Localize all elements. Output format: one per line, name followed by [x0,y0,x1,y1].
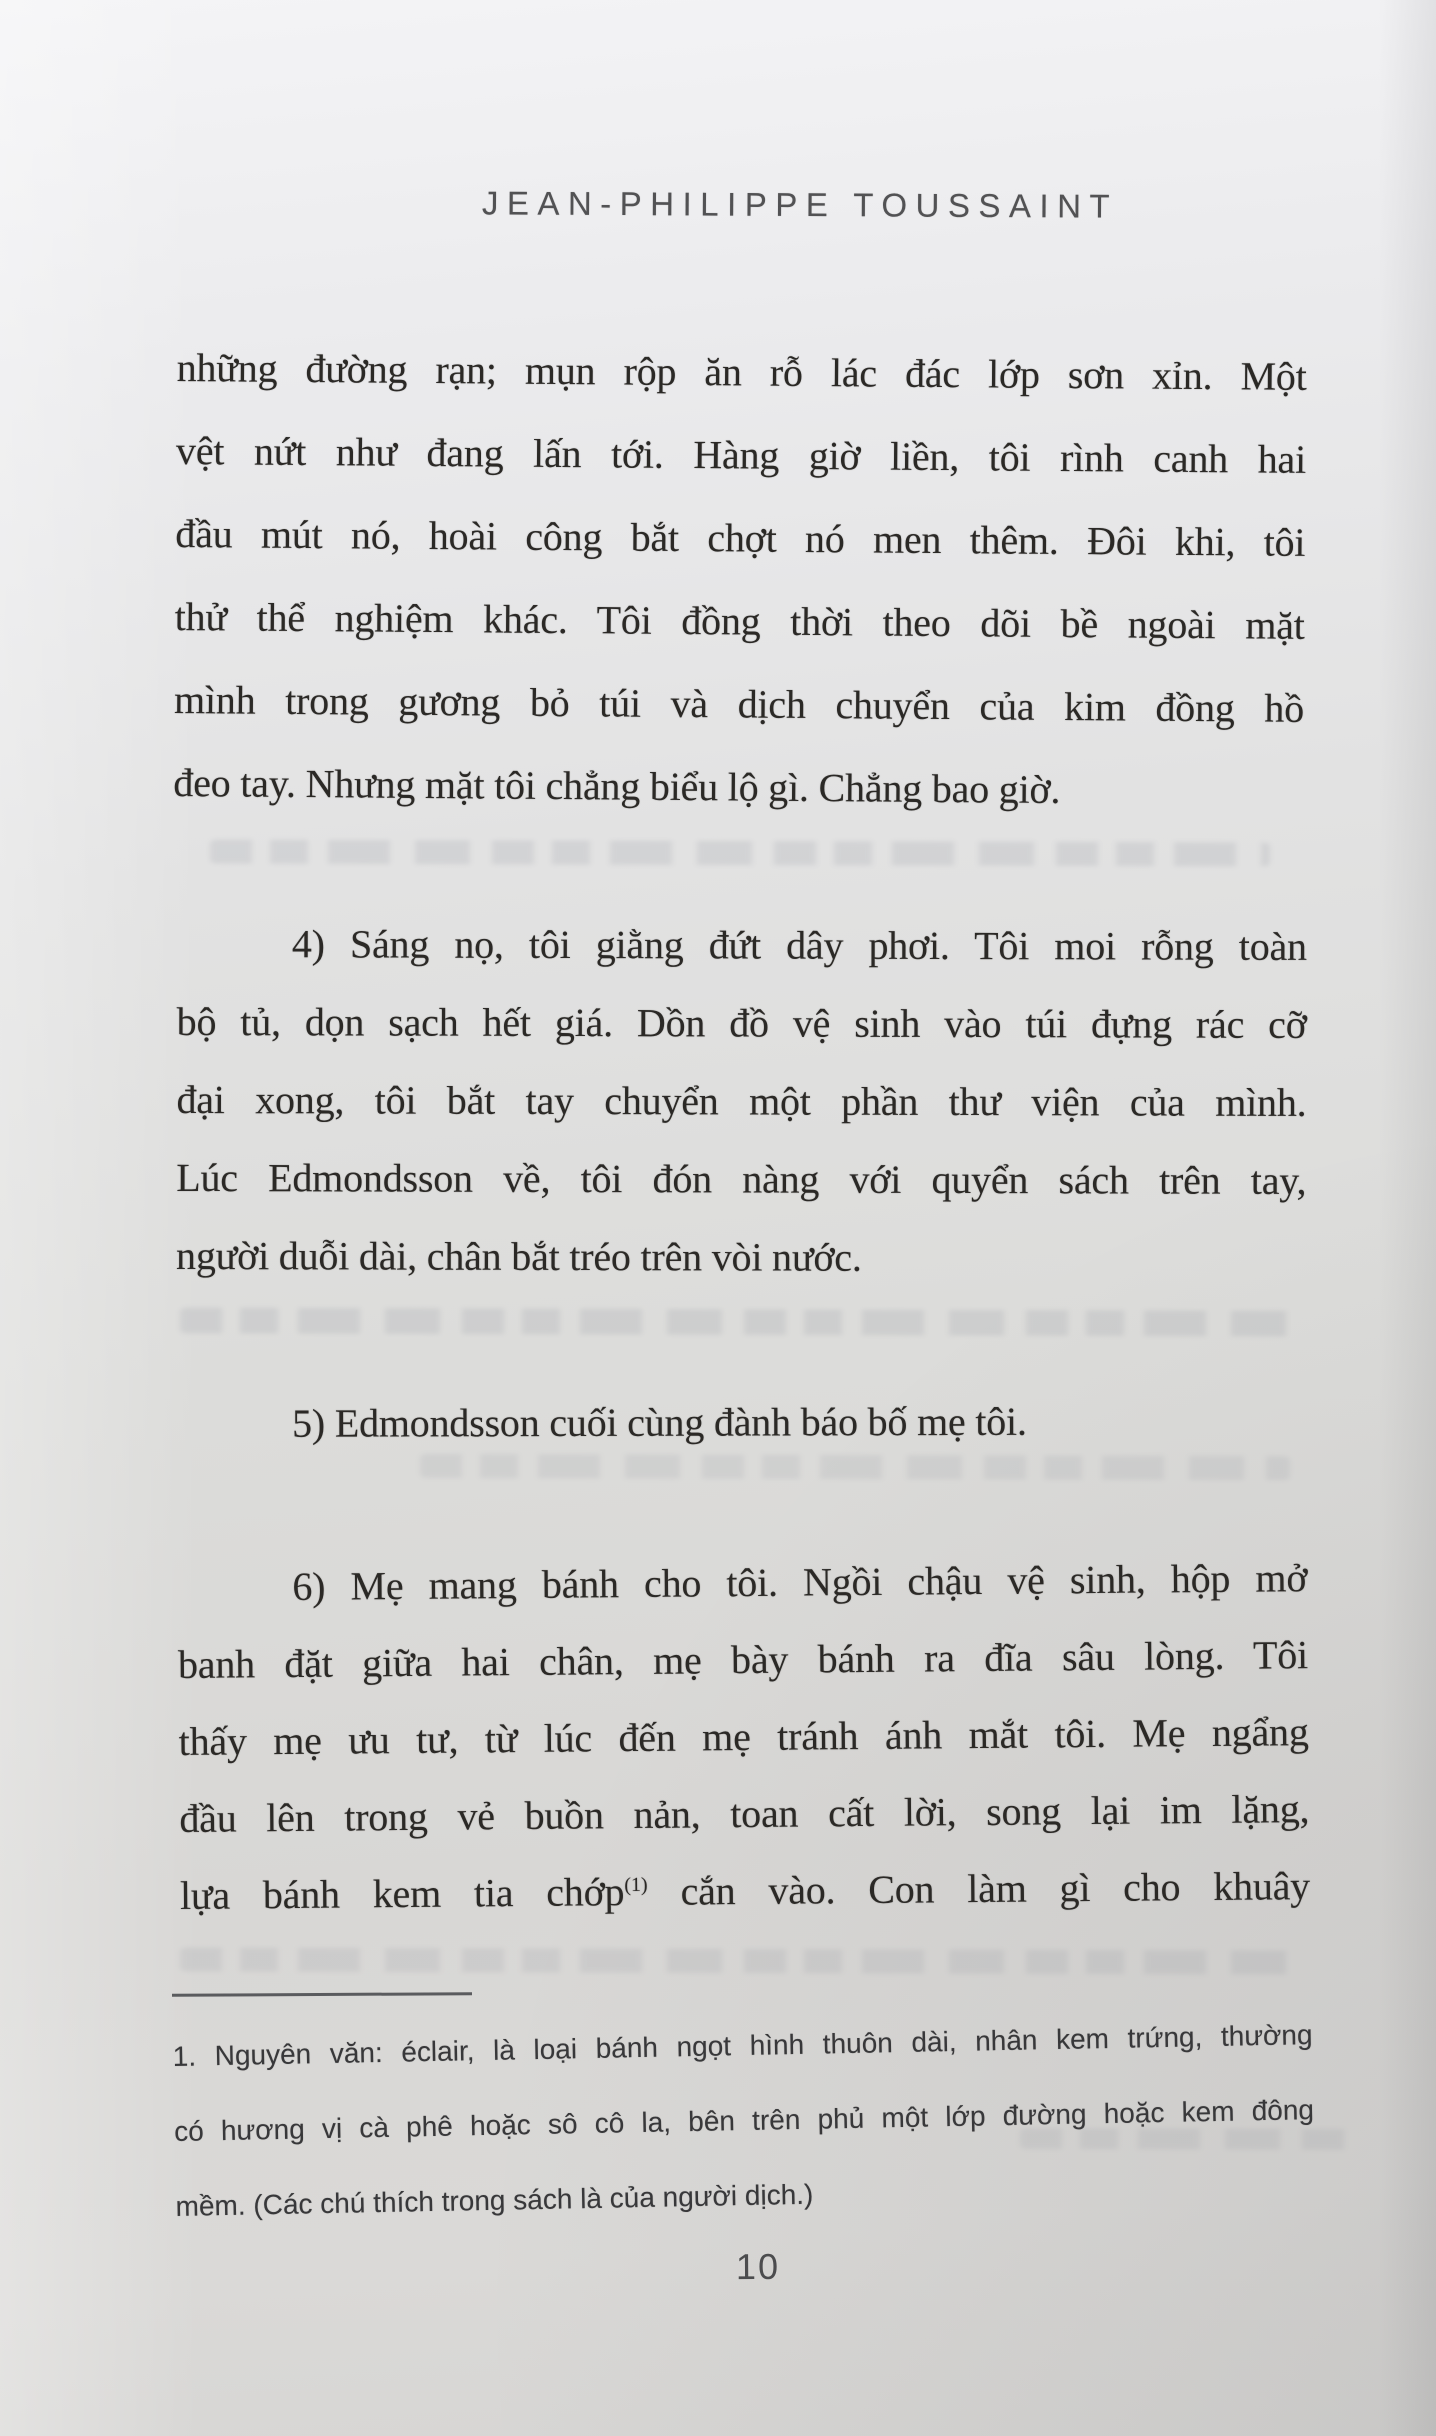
footnote-line: 1. Nguyên văn: éclair, là loại bánh ngọt hình thuôn dài, nhân kem trứng, thường [172,2019,1313,2072]
author-running-header: JEAN-PHILIPPE TOUSSAINT [481,184,1119,225]
text-line: đầu lên trong vẻ buồn nản, toan cất lời, song lại im lặng, [179,1786,1310,1841]
footnote-separator-rule [172,1992,472,1997]
bleed-through-smudge [210,840,1270,867]
page-number: 10 [735,2245,781,2288]
footnote-reference-superscript: (1) [624,1873,648,1897]
bleed-through-smudge [180,1947,1300,1974]
text-line: thử thể nghiệm khác. Tôi đồng thời theo dõi bề ngoài mặt [174,593,1305,648]
paragraph-item-5 [177,1382,1307,1463]
text-line: lựa bánh kem tia chớp$^{(1)}$ cắn vào. Con làm gì cho khuây [179,1863,1311,1918]
text-line: người duỗi dài, chân bắt tréo trên vòi nước. [176,1232,862,1280]
footnote-line: có hương vị cà phê hoặc sô cô la, bên trên phủ một lớp đường hoặc kem đông [173,2094,1315,2147]
text-line: đại xong, tôi bắt tay chuyển một phần thư viện của mình. [176,1076,1307,1125]
paragraph-item-6 [177,1539,1310,1934]
bleed-through-smudge [180,1308,1290,1337]
text-line: 6) Mẹ mang bánh cho tôi. Ngồi chậu vệ sinh, hộp mở [292,1555,1308,1609]
footnote [172,1997,1316,2244]
footnote-line: mềm. (Các chú thích trong sách là của người dịch.) [175,2178,814,2222]
text-line: thấy mẹ ưu tư, từ lúc đến mẹ tránh ánh mắt tôi. Mẹ ngẩng [178,1709,1309,1764]
text-line: vệt nứt như đang lấn tới. Hàng giờ liền, tôi rình canh hai [175,427,1307,482]
text-line: mình trong gương bỏ túi và dịch chuyển của kim đồng hồ [173,676,1305,731]
bleed-through-smudge [420,1454,1290,1480]
text-line: 5) Edmondsson cuối cùng đành báo bố mẹ tôi. [292,1398,1027,1446]
text-line: banh đặt giữa hai chân, mẹ bày bánh ra đĩa sâu lòng. Tôi [177,1632,1309,1687]
text-line: đầu mút nó, hoài công bắt chợt nó men thêm. Đôi khi, tôi [175,510,1306,565]
paragraph-continuation [173,326,1307,833]
paragraph-item-4 [176,905,1307,1298]
text-line: những đường rạn; mụn rộp ăn rỗ lác đác lớp sơn xỉn. Một [176,344,1307,399]
text-line: đeo tay. Nhưng mặt tôi chẳng biểu lộ gì. Chẳng bao giờ. [173,759,1061,812]
text-line: Lúc Edmondsson về, tôi đón nàng với quyển sách trên tay, [176,1154,1307,1203]
text-line: 4) Sáng nọ, tôi giằng đứt dây phơi. Tôi moi rỗng toàn [291,921,1307,969]
text-line: bộ tủ, dọn sạch hết giá. Dồn đồ vệ sinh vào túi đựng rác cỡ [176,998,1307,1047]
bleed-through-smudge [1020,2128,1350,2150]
